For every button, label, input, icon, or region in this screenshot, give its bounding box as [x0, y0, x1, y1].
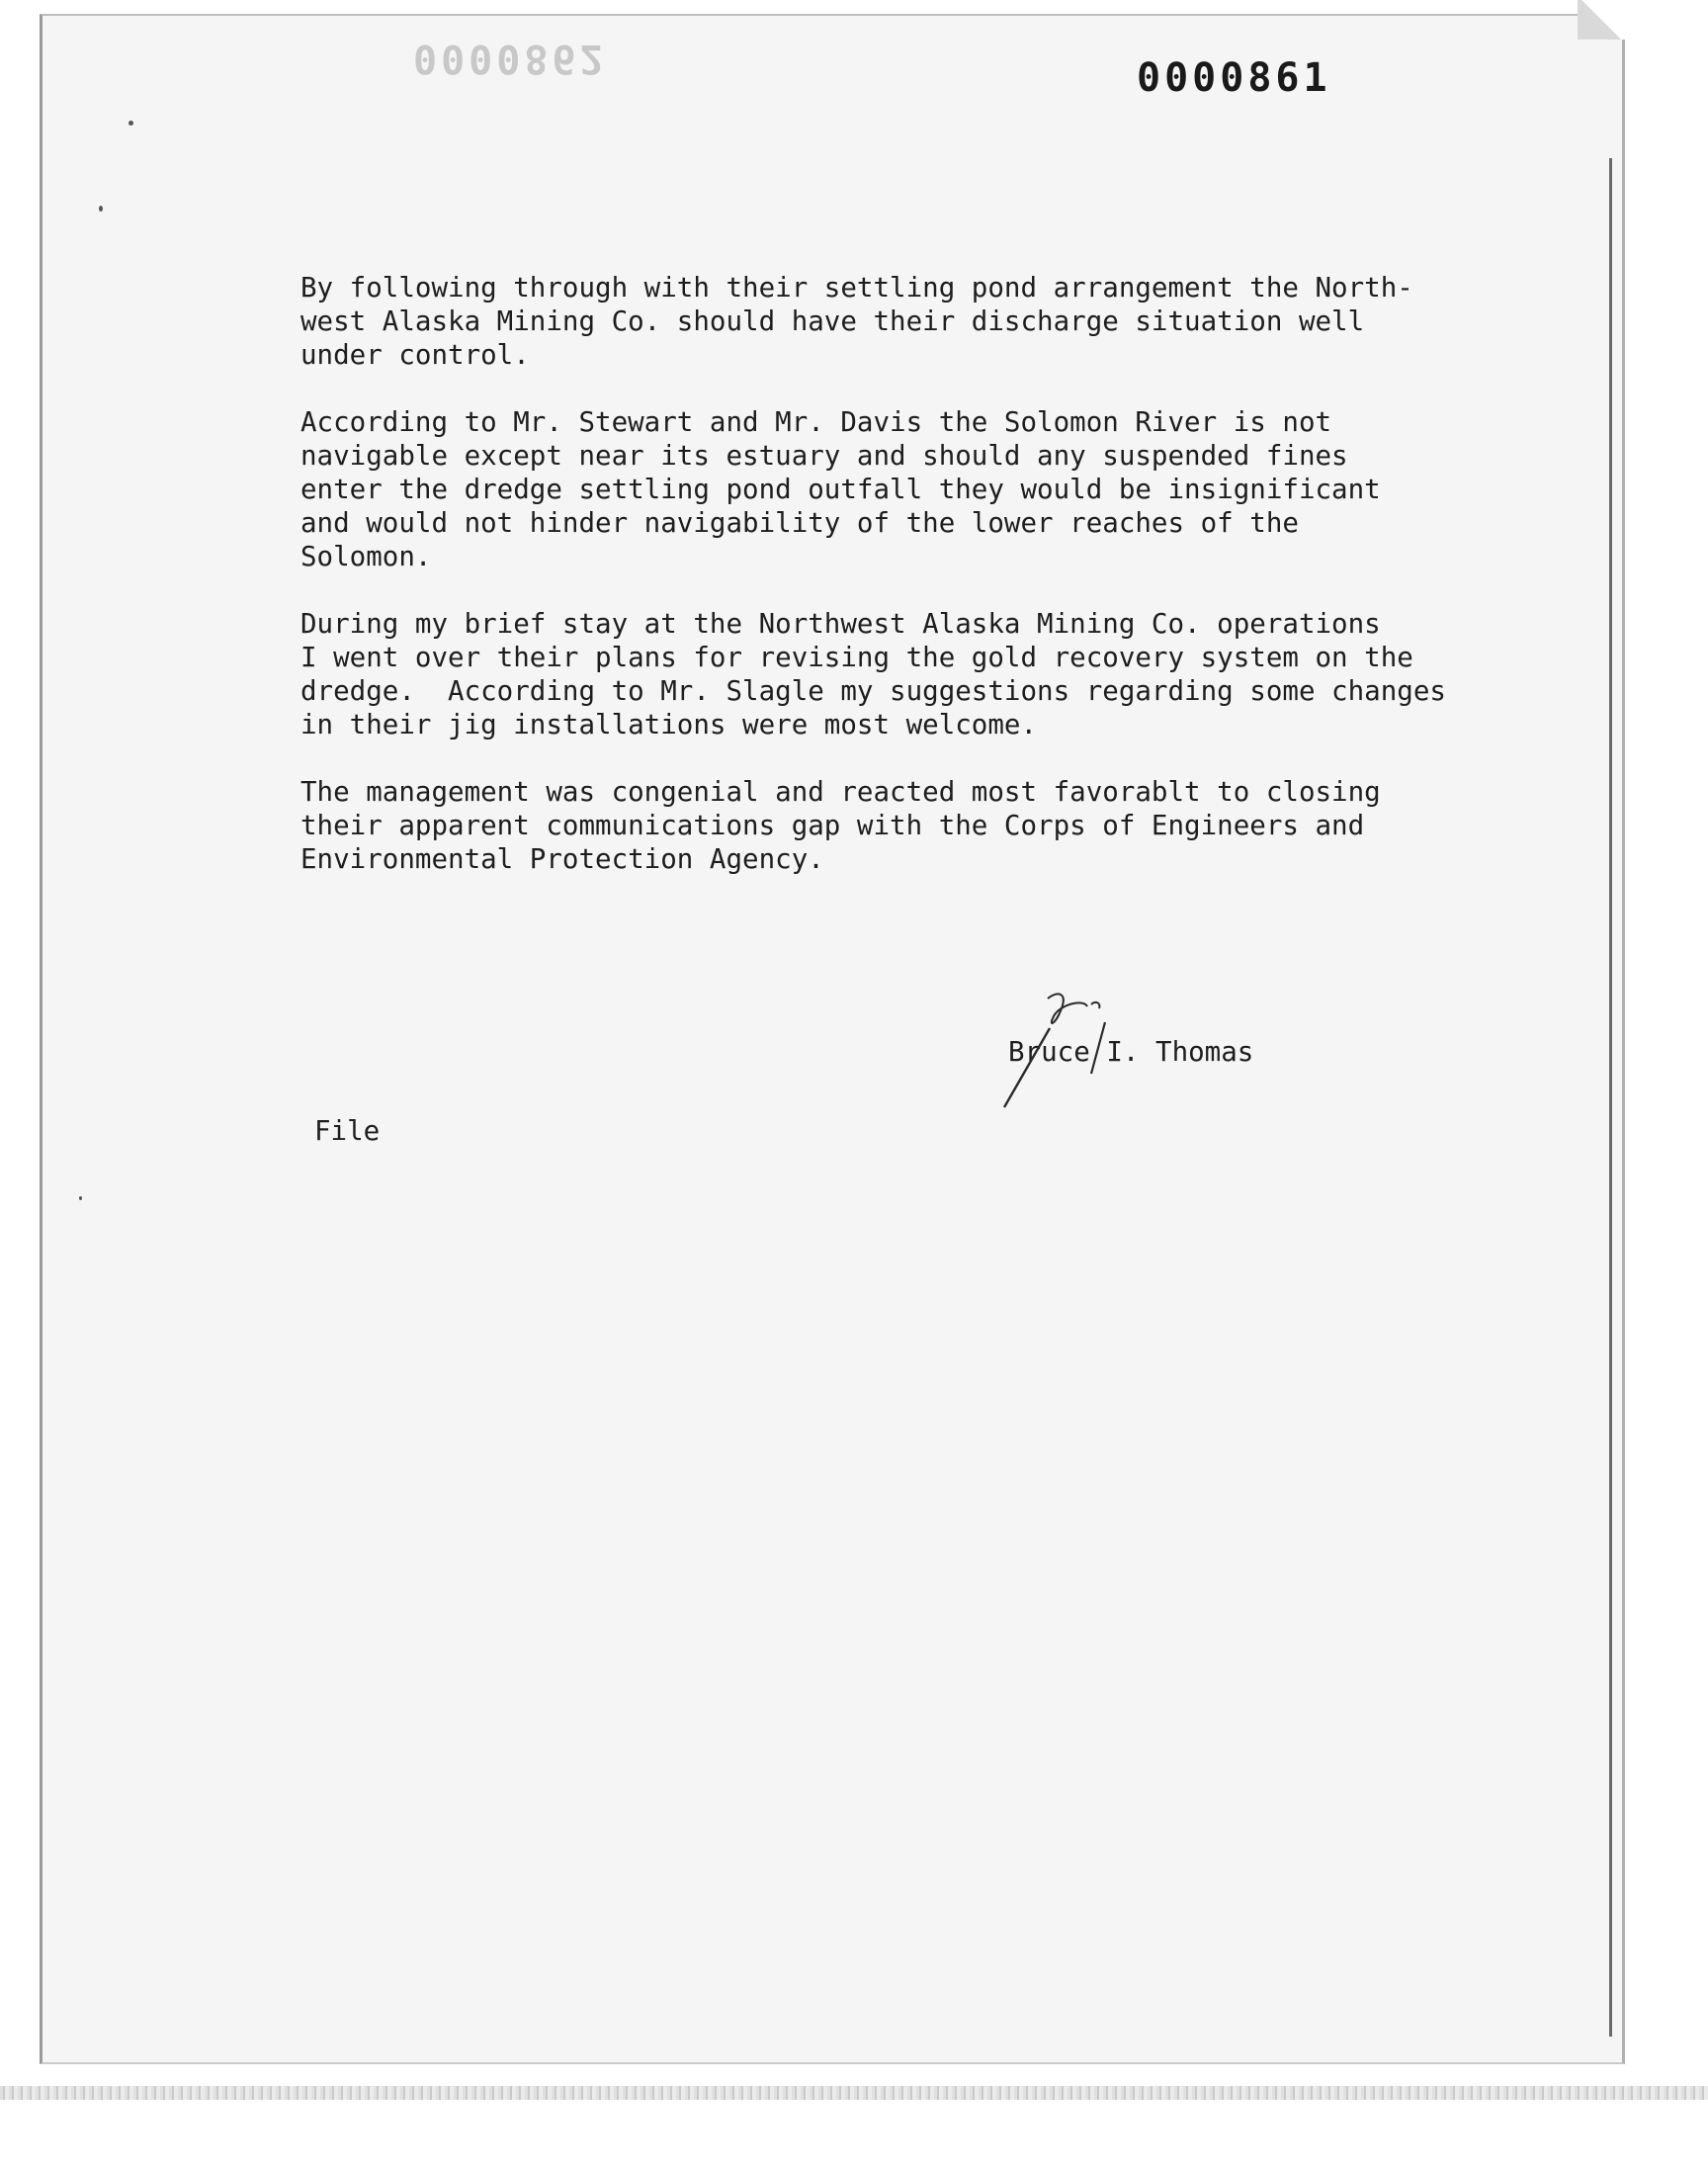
paragraph-2: According to Mr. Stewart and Mr. Davis the Solomon River is not navigable except near its estuary and should any suspended fines enter the dredge settling pond outfall they would be insignificant and would not hinder navigability of the lower reaches of the Solomon.: [300, 406, 1381, 572]
page-edge-shadow: [1609, 158, 1612, 2037]
scan-speck: [99, 206, 103, 212]
file-label: File: [314, 1115, 381, 1147]
scan-speck: [128, 121, 133, 126]
scanner-artifact-bar: [0, 2086, 1708, 2100]
scan-speck: [79, 1196, 82, 1200]
ghost-stamp-number: 0000862: [413, 36, 608, 81]
corner-fold: [1578, 0, 1625, 40]
signature-block: [1008, 1036, 1253, 1068]
paragraph-3: During my brief stay at the Northwest Alaska Mining Co. operations I went over their plans for revising the gold recovery system on the dredge. According to Mr. Slagle my suggestions regarding some changes in their jig installations were most welcome.: [300, 608, 1446, 740]
handwritten-signature: [988, 989, 1137, 1117]
paragraph-4: The management was congenial and reacted most favorablt to closing their apparent communications gap with the Corps of Engineers and Environmental Protection Agency.: [300, 776, 1381, 875]
stamp-number: 0000861: [1137, 55, 1331, 101]
letter-body: [300, 271, 1487, 910]
paragraph-1: By following through with their settling pond arrangement the North- west Alaska Mining Co. should have their discharge situation well under control.: [300, 272, 1413, 371]
signature-name: Bruce I. Thomas: [1008, 1036, 1254, 1068]
